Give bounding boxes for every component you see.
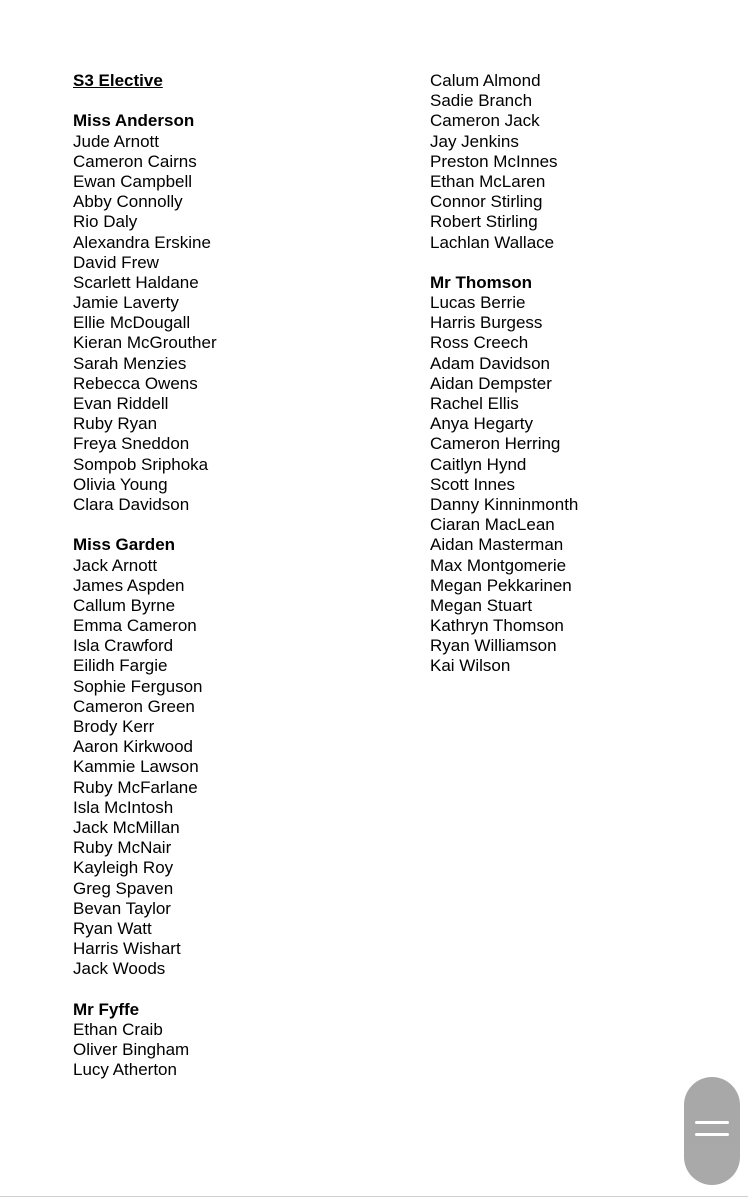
student-name: Rio Daly: [73, 212, 138, 232]
student-name: Sadie Branch: [430, 91, 533, 111]
student-name: Ross Creech: [430, 333, 529, 353]
student-name: Aidan Dempster: [430, 373, 552, 393]
spacer: [73, 91, 393, 111]
student-name: Eilidh Fargie: [73, 656, 168, 676]
student-name: Olivia Young: [73, 474, 168, 494]
student-name: Lucas Berrie: [430, 293, 526, 313]
student-name: Alexandra Erskine: [73, 232, 211, 252]
student-name: Calum Almond: [430, 71, 541, 90]
student-name: Sompob Sriphoka: [73, 454, 209, 474]
student-name: David Frew: [73, 252, 159, 272]
spacer: [73, 515, 393, 535]
student-name: Ethan Craib: [73, 1019, 163, 1039]
student-name: Evan Riddell: [73, 394, 169, 413]
group-heading-fyffe: Mr Fyffe: [73, 999, 140, 1019]
student-name: Abby Connolly: [73, 192, 183, 212]
scroll-handle-button[interactable]: [684, 1077, 740, 1185]
divider: [0, 1196, 748, 1197]
student-name: Kathryn Thomson: [430, 616, 564, 636]
spacer: [73, 979, 393, 999]
student-name: Kai Wilson: [430, 656, 511, 676]
student-name: Robert Stirling: [430, 212, 538, 232]
group-heading-garden: Miss Garden: [73, 535, 176, 555]
student-name: Ryan Watt: [73, 918, 152, 938]
student-name: Cameron Cairns: [73, 151, 197, 171]
student-name: Jack McMillan: [73, 817, 180, 837]
student-name: Aidan Masterman: [430, 535, 564, 555]
student-name: Sophie Ferguson: [73, 676, 203, 696]
student-name: Ruby Ryan: [73, 414, 158, 434]
student-name: Rachel Ellis: [430, 394, 519, 413]
student-name: Sarah Menzies: [73, 353, 187, 373]
student-name: Kammie Lawson: [73, 757, 199, 777]
student-name: Greg Spaven: [73, 878, 174, 898]
student-name: Jude Arnott: [73, 131, 160, 151]
student-name: Anya Hegarty: [430, 414, 533, 434]
student-name: Max Montgomerie: [430, 555, 567, 575]
student-name: Emma Cameron: [73, 616, 197, 636]
student-name: Cameron Green: [73, 696, 195, 716]
student-name: Harris Wishart: [73, 939, 181, 959]
student-name: Adam Davidson: [430, 353, 551, 373]
student-name: Cameron Jack: [430, 111, 540, 131]
student-name: Jack Arnott: [73, 555, 158, 575]
student-name: Bevan Taylor: [73, 898, 171, 918]
student-name: Preston McInnes: [430, 151, 558, 171]
menu-lines-icon: [695, 1133, 729, 1136]
student-name: Aaron Kirkwood: [73, 737, 194, 757]
spacer: [430, 253, 730, 273]
student-name: James Aspden: [73, 575, 185, 595]
student-name: Lucy Atherton: [73, 1060, 177, 1080]
student-name: Clara Davidson: [73, 494, 190, 514]
student-name: Jay Jenkins: [430, 131, 519, 151]
student-name: Ryan Williamson: [430, 636, 557, 656]
student-name: Ciaran MacLean: [430, 515, 555, 535]
student-name: Caitlyn Hynd: [430, 454, 527, 474]
student-name: Jack Woods: [73, 959, 166, 979]
student-name: Scott Innes: [430, 474, 516, 494]
student-name: Oliver Bingham: [73, 1040, 190, 1059]
group-heading-anderson: Miss Anderson: [73, 111, 195, 131]
student-name: Connor Stirling: [430, 192, 543, 212]
student-name: Jamie Laverty: [73, 293, 179, 313]
document-title: S3 Elective: [73, 71, 163, 90]
student-name: Rebecca Owens: [73, 373, 198, 393]
student-name: Isla Crawford: [73, 636, 174, 656]
student-name: Harris Burgess: [430, 313, 543, 333]
right-column: [430, 71, 730, 677]
student-name: Ruby McFarlane: [73, 777, 198, 797]
student-name: Callum Byrne: [73, 595, 176, 615]
student-name: Scarlett Haldane: [73, 272, 199, 292]
student-name: Cameron Herring: [430, 434, 561, 454]
student-name: Brody Kerr: [73, 717, 155, 736]
student-name: Megan Pekkarinen: [430, 575, 572, 595]
student-name: Kayleigh Roy: [73, 858, 174, 878]
menu-lines-icon: [695, 1121, 729, 1124]
student-name: Ewan Campbell: [73, 171, 193, 191]
student-name: Isla McIntosh: [73, 797, 174, 817]
student-name: Freya Sneddon: [73, 434, 190, 454]
student-name: Kieran McGrouther: [73, 333, 217, 353]
student-name: Ethan McLaren: [430, 171, 546, 191]
group-heading-thomson: Mr Thomson: [430, 272, 532, 292]
student-name: Ruby McNair: [73, 838, 172, 858]
left-column: [73, 71, 393, 1080]
student-name: Ellie McDougall: [73, 313, 191, 333]
student-name: Lachlan Wallace: [430, 232, 555, 252]
student-name: Megan Stuart: [430, 595, 533, 615]
student-name: Danny Kinninmonth: [430, 494, 579, 514]
